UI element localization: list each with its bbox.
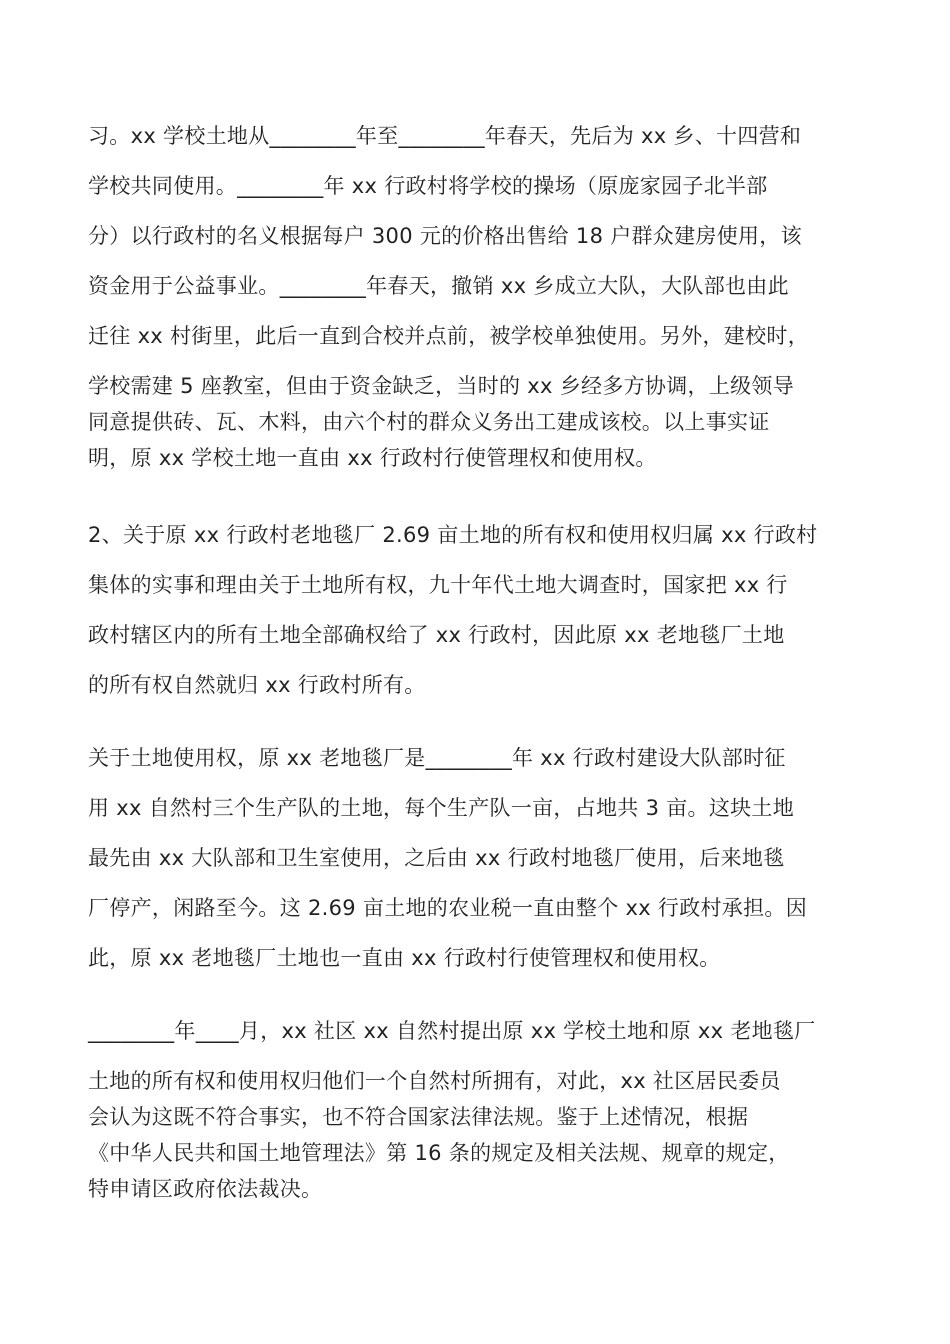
paragraph-3-line-4: 厂停产，闲路至今。这 2.69 亩土地的农业税一直由整个 xx 行政村承担。因 [88,896,808,920]
paragraph-2-line-2: 集体的实事和理由关于土地所有权，九十年代土地大调查时，国家把 xx 行 [88,573,788,597]
paragraph-1-line-4: 资金用于公益事业。________年春天，撤销 xx 乡成立大队，大队部也由此 [88,274,789,298]
paragraph-2-line-1: 2、关于原 xx 行政村老地毯厂 2.69 亩土地的所有权和使用权归属 xx 行政村 [88,523,818,547]
paragraph-4-line-2: 土地的所有权和使用权归他们一个自然村所拥有，对此，xx 社区居民委员 [88,1069,781,1093]
paragraph-3-line-5: 此，原 xx 老地毯厂土地也一直由 xx 行政村行使管理权和使用权。 [88,946,721,970]
paragraph-1-line-5: 迁往 xx 村街里，此后一直到合校并点前，被学校单独使用。另外，建校时， [88,324,810,348]
paragraph-1-line-8: 明，原 xx 学校土地一直由 xx 行政村行使管理权和使用权。 [88,446,657,470]
paragraph-1-line-7: 同意提供砖、瓦、木料，由六个村的群众义务出工建成该校。以上事实证 [88,410,770,434]
paragraph-2-line-4: 的所有权自然就归 xx 行政村所有。 [88,673,426,697]
paragraph-2-line-3: 政村辖区内的所有土地全部确权给了 xx 行政村，因此原 xx 老地毯厂土地 [88,623,785,647]
paragraph-1-line-6: 学校需建 5 座教室，但由于资金缺乏，当时的 xx 乡经多方协调，上级领导 [88,374,795,398]
paragraph-4-line-5: 特申请区政府依法裁决。 [88,1177,323,1201]
paragraph-4-line-4: 《中华人民共和国土地管理法》第 16 条的规定及相关法规、规章的规定， [88,1141,790,1165]
paragraph-1-line-2: 学校共同使用。________年 xx 行政村将学校的操场（原庞家园子北半部 [88,174,768,198]
paragraph-3-line-3: 最先由 xx 大队部和卫生室使用，之后由 xx 行政村地毯厂使用，后来地毯 [88,846,785,870]
paragraph-1-line-1: 习。xx 学校土地从________年至________年春天，先后为 xx 乡、十四营和 [88,124,802,148]
paragraph-1-line-3: 分）以行政村的名义根据每户 300 元的价格出售给 18 户群众建房使用，该 [88,224,802,248]
paragraph-3-line-1: 关于土地使用权，原 xx 老地毯厂是________年 xx 行政村建设大队部时征 [88,746,786,770]
paragraph-4-line-3: 会认为这既不符合事实，也不符合国家法律法规。鉴于上述情况，根据 [88,1105,749,1129]
paragraph-4-line-1: ________年____月，xx 社区 xx 自然村提出原 xx 学校土地和原 xx 老地毯厂 [88,1019,816,1043]
paragraph-3-line-2: 用 xx 自然村三个生产队的土地，每个生产队一亩，占地共 3 亩。这块土地 [88,796,795,820]
